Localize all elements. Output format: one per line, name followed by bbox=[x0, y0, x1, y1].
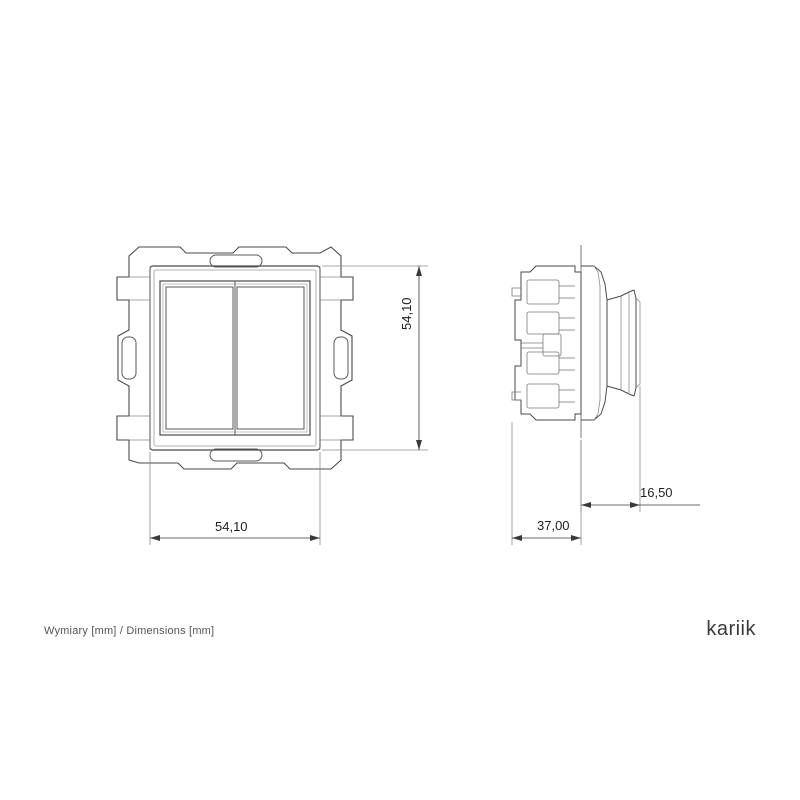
side-mounting-claws bbox=[512, 288, 521, 400]
front-view bbox=[117, 247, 353, 469]
front-rocker-key-right bbox=[237, 287, 304, 429]
arrow-right bbox=[310, 535, 320, 541]
arrow-left bbox=[512, 535, 522, 541]
front-claw-slot-right bbox=[334, 337, 348, 379]
arrow-left bbox=[581, 502, 591, 508]
dimension-label-front-height: 54,10 bbox=[399, 297, 414, 330]
dimension-front-height bbox=[322, 266, 428, 450]
dimension-label-side-front-projection: 16,50 bbox=[640, 485, 673, 500]
dimension-label-side-depth: 37,00 bbox=[537, 518, 570, 533]
arrow-right bbox=[571, 535, 581, 541]
front-mounting-slot-top bbox=[210, 255, 262, 267]
arrow-top bbox=[416, 266, 422, 276]
arrow-left bbox=[150, 535, 160, 541]
front-claw-slot-left bbox=[122, 337, 136, 379]
dimension-label-front-width: 54,10 bbox=[215, 519, 248, 534]
side-view bbox=[512, 245, 640, 438]
units-caption: Wymiary [mm] / Dimensions [mm] bbox=[44, 625, 215, 637]
arrow-bottom bbox=[416, 440, 422, 450]
side-cover-profile bbox=[581, 266, 640, 420]
brand-logo: kariik bbox=[706, 618, 756, 640]
front-rocker-key-left bbox=[166, 287, 233, 429]
front-mounting-slot-bottom bbox=[210, 449, 262, 461]
arrow-right bbox=[630, 502, 640, 508]
side-internal-details bbox=[521, 280, 575, 408]
